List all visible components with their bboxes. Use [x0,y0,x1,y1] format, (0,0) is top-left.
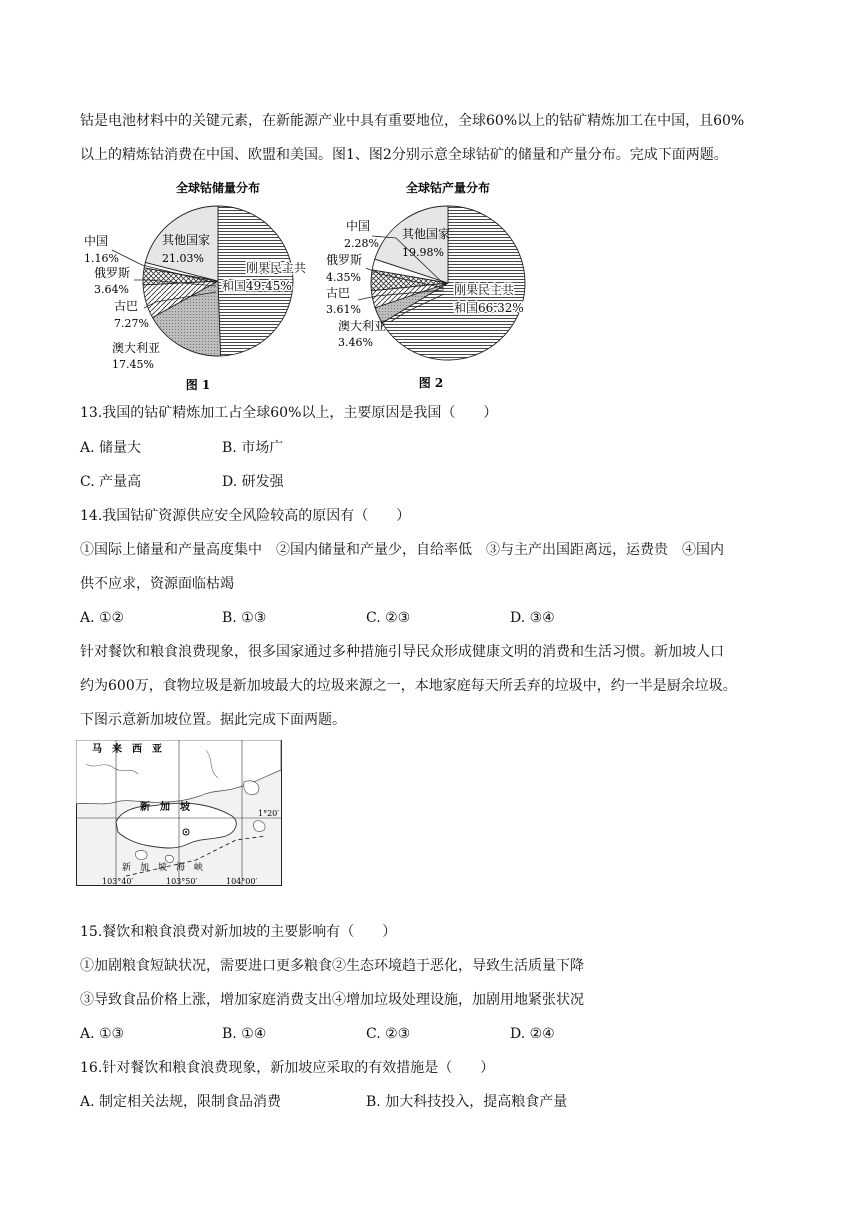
q13-option-d[interactable]: D. 研发强 [222,474,284,490]
q13-stem: 13.我国的钴矿精炼加工占全球60%以上，主要原因是我国（ ） [80,405,498,421]
passage2-line2: 约为600万，食物垃圾是新加坡最大的垃圾来源之一，本地家庭每天所丢弃的垃圾中，约一半是厨余垃圾。 [80,678,737,694]
pie1-title: 全球钴储量分布 [175,181,261,195]
pie1-value-drc: 49.45% [246,279,292,293]
passage2-line1: 针对餐饮和粮食浪费现象，很多国家通过多种措施引导民众形成健康文明的消费和生活习惯。新加坡人口 [80,644,724,660]
q16-option-b[interactable]: B. 加大科技投入，提高粮食产量 [366,1094,568,1110]
q15-stem: 15.餐饮和粮食浪费对新加坡的主要影响有（ ） [80,924,397,940]
pie1-label-drc-2: 和国49.45% [222,279,292,293]
q13-option-a[interactable]: A. 储量大 [80,440,142,456]
map-label-lon1: 103°40′ [102,877,134,886]
map-label-lon2: 103°50′ [166,877,198,886]
pie1-label-russia: 俄罗斯 [94,266,131,280]
pie2-value-drc: 66.32% [478,301,524,315]
pie1-label-other: 其他国家 [162,233,211,247]
pie2-value-china: 2.28% [344,237,379,250]
pie2-label-other: 其他国家 [402,227,451,241]
map-label-latitude: 1°20′ [258,809,280,818]
pie2-label-drc-1: 刚果民主共 [454,283,515,297]
q16-option-a[interactable]: A. 制定相关法规，限制食品消费 [80,1094,282,1110]
pie2-label-china: 中国 [346,219,371,233]
pie1-label-australia: 澳大利亚 [112,341,161,355]
map-label-malaysia: 马 来 西 亚 [92,744,162,755]
pie1-label-china: 中国 [84,234,109,248]
q15-option-a[interactable]: A. ①③ [80,1026,125,1042]
singapore-location-map [76,740,282,886]
q14-stem: 14.我国钴矿资源供应安全风险较高的原因有（ ） [80,508,411,524]
pie2-title: 全球钴产量分布 [405,181,491,195]
pie2-value-cuba: 3.61% [326,303,361,316]
pie1-value-cuba: 7.27% [114,317,149,330]
pie1-caption: 图 1 [185,378,211,392]
q14-option-d[interactable]: D. ③④ [510,610,555,626]
pie2-value-russia: 4.35% [326,271,361,284]
pie1-value-china: 1.16% [84,252,119,265]
pie2-value-other: 19.98% [402,246,444,259]
q15-statements-line1: ①加剧粮食短缺状况，需要进口更多粮食②生态环境趋于恶化，导致生活质量下降 [80,958,584,974]
q14-option-a[interactable]: A. ①② [80,610,125,626]
pie2-label-australia: 澳大利亚 [338,319,387,333]
pie1-label-cuba: 古巴 [114,299,139,313]
map-label-singapore: 新 加 坡 [140,802,190,813]
map-label-lon3: 104°00′ [226,877,258,886]
cobalt-pie-figures [76,176,556,396]
q13-option-b[interactable]: B. 市场广 [222,440,284,456]
q13-option-c[interactable]: C. 产量高 [80,474,142,490]
q15-option-d[interactable]: D. ②④ [510,1026,555,1042]
map-label-strait: 新 加 坡 海 峡 [122,863,204,873]
passage1-line1: 钴是电池材料中的关键元素，在新能源产业中具有重要地位，全球60%以上的钴矿精炼加工在中国，且60% [80,113,745,129]
pie1-label-drc-1: 刚果民主共 [246,261,307,275]
passage1-line2: 以上的精炼钴消费在中国、欧盟和美国。图1、图2分别示意全球钴矿的储量和产量分布。完成下面两题。 [80,147,728,163]
q15-option-b[interactable]: B. ①④ [222,1026,267,1042]
pie2-value-australia: 3.46% [338,336,373,349]
passage2-line3: 下图示意新加坡位置。据此完成下面两题。 [80,712,346,728]
q14-statements-line2: 供不应求，资源面临枯竭 [80,576,234,592]
q14-statements-line1: ①国际上储量和产量高度集中 ②国内储量和产量少，自给率低 ③与主产出国距离远，运费贵 ④国内 [80,542,724,558]
pie2-label-russia: 俄罗斯 [326,253,363,267]
q14-option-b[interactable]: B. ①③ [222,610,267,626]
pie2-label-drc-2: 和国66.32% [454,301,524,315]
pie2-caption: 图 2 [418,376,444,390]
pie1-value-other: 21.03% [162,252,204,265]
q15-option-c[interactable]: C. ②③ [366,1026,411,1042]
q15-statements-line2: ③导致食品价格上涨，增加家庭消费支出④增加垃圾处理设施，加剧用地紧张状况 [80,992,584,1008]
q14-option-c[interactable]: C. ②③ [366,610,411,626]
pie1-value-australia: 17.45% [112,358,154,371]
pie2-label-cuba: 古巴 [326,286,351,300]
q16-stem: 16.针对餐饮和粮食浪费现象，新加坡应采取的有效措施是（ ） [80,1060,495,1076]
pie1-value-russia: 3.64% [94,283,129,296]
